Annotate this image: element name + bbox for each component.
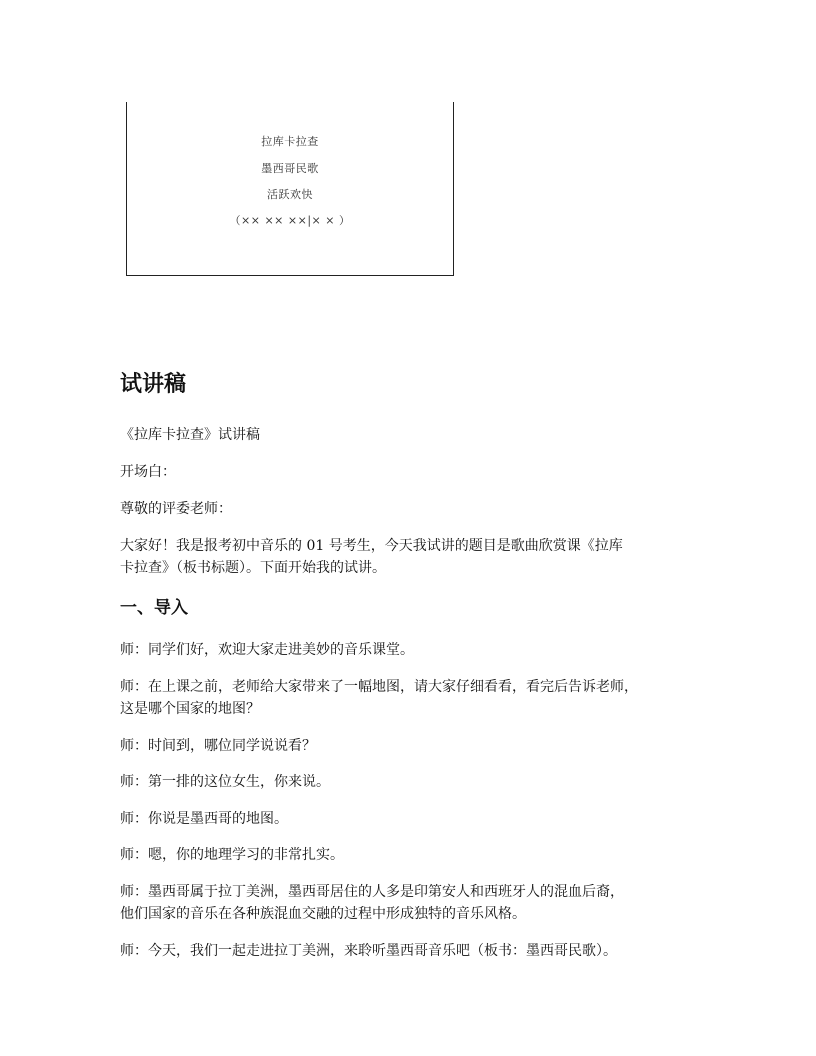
dialogue-line: 师：在上课之前，老师给大家带来了一幅地图，请大家仔细看看，看完后告诉老师， xyxy=(120,679,638,695)
dialogue-line: 师：同学们好，欢迎大家走进美妙的音乐课堂。 xyxy=(120,642,414,658)
greeting-line: 尊敬的评委老师： xyxy=(120,501,232,517)
dialogue-line: 师：你说是墨西哥的地图。 xyxy=(120,811,288,827)
dialogue-line: 师：今天，我们一起走进拉丁美洲，来聆听墨西哥音乐吧（板书：墨西哥民歌）。 xyxy=(120,943,617,959)
intro-line-2: 卡拉查》（板书标题）。下面开始我的试讲。 xyxy=(120,560,386,576)
board-song-title: 拉库卡拉查 xyxy=(261,135,319,148)
blackboard-sketch xyxy=(126,102,454,276)
dialogue-line: 师：墨西哥属于拉丁美洲，墨西哥居住的人多是印第安人和西班牙人的混血后裔， xyxy=(120,884,624,900)
board-song-origin: 墨西哥民歌 xyxy=(261,162,319,175)
dialogue-line: 师：第一排的这位女生，你来说。 xyxy=(120,774,330,790)
page-title: 试讲稿 xyxy=(120,372,187,397)
opening-label: 开场白： xyxy=(120,464,176,480)
dialogue-line: 这是哪个国家的地图？ xyxy=(120,701,260,717)
dialogue-line: 师：时间到，哪位同学说说看？ xyxy=(120,738,316,754)
script-title-line: 《拉库卡拉查》试讲稿 xyxy=(120,427,260,443)
intro-line-1: 大家好！我是报考初中音乐的 01 号考生，今天我试讲的题目是歌曲欣赏课《拉库 xyxy=(120,538,623,554)
dialogue-line: 师：嗯，你的地理学习的非常扎实。 xyxy=(120,847,344,863)
dialogue-line: 他们国家的音乐在各种族混血交融的过程中形成独特的音乐风格。 xyxy=(120,906,526,922)
board-song-mood: 活跃欢快 xyxy=(267,188,313,201)
board-rhythm-pattern: （×× ×× ××|× × ） xyxy=(229,214,351,227)
section-title-intro: 一、导入 xyxy=(120,598,188,618)
